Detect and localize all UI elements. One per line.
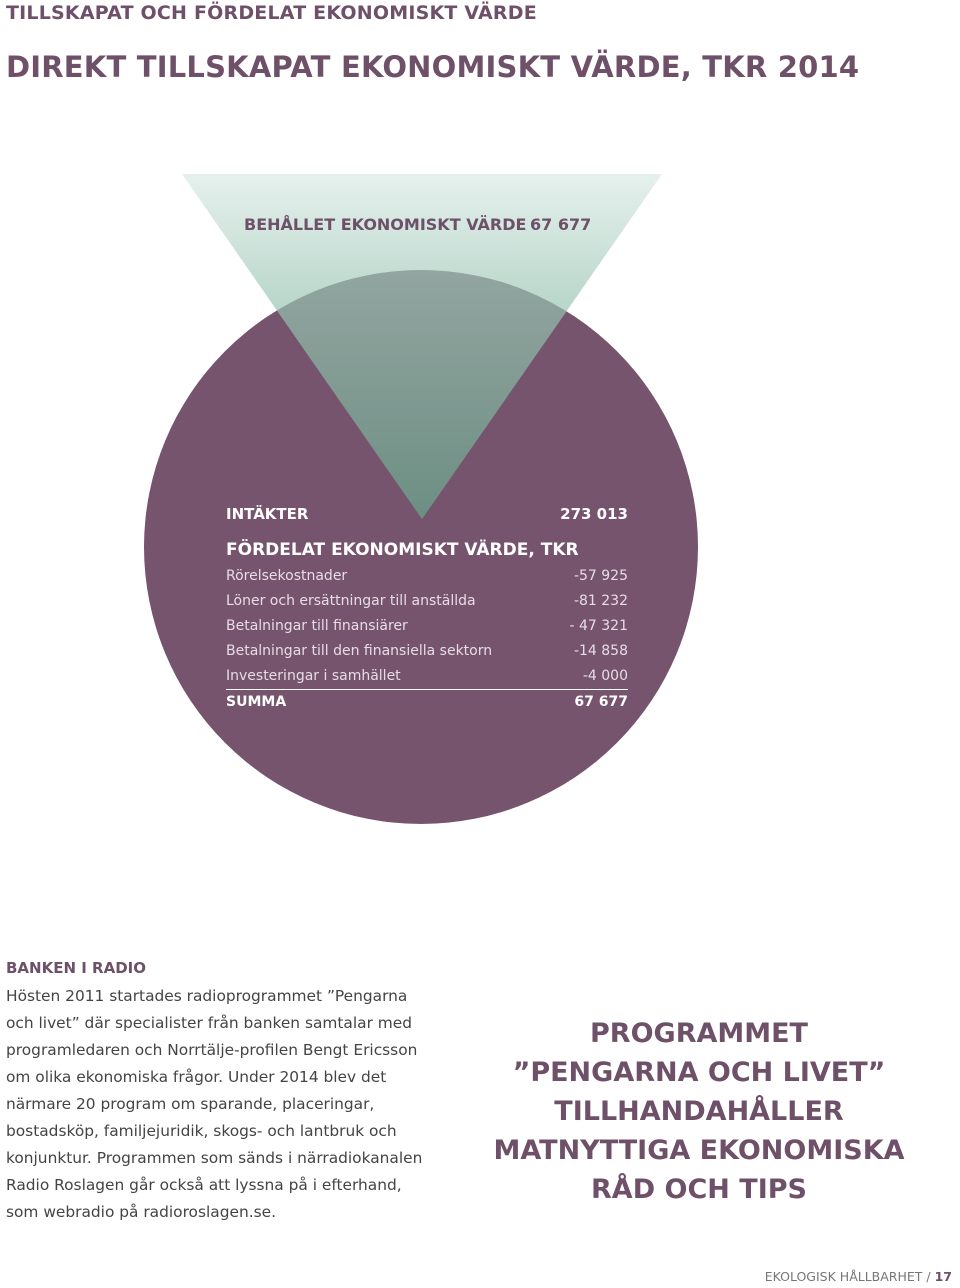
table-row <box>226 664 628 689</box>
value-table <box>226 502 628 715</box>
sum-label: SUMMA <box>226 694 287 710</box>
table-row <box>226 639 628 664</box>
distributed-heading <box>226 537 628 564</box>
page-number: 17 <box>934 1269 952 1284</box>
row-value: -81 232 <box>573 593 628 609</box>
section-header: TILLSKAPAT OCH FÖRDELAT EKONOMISKT VÄRDE <box>6 2 537 24</box>
table-row <box>226 614 628 639</box>
row-label: Betalningar till den finansiella sektorn <box>226 643 493 659</box>
page-footer <box>765 1269 952 1284</box>
article-heading: BANKEN I RADIO <box>6 959 146 977</box>
footer-section: EKOLOGISK HÅLLBARHET <box>764 1269 923 1284</box>
table-row <box>226 564 628 589</box>
income-value: 273 013 <box>560 505 628 523</box>
page-title: DIREKT TILLSKAPAT EKONOMISKT VÄRDE, TKR 2014 <box>6 50 860 84</box>
row-label: Investeringar i samhället <box>226 668 401 684</box>
article-paragraph: Hösten 2011 startades radioprogrammet ”Pengarna och livet” där specialister från banken samtalar med programledaren och Norrtälje-profilen Bengt Ericsson om olika ekonomiska frågor. Under 2014 blev det närmare 20 program om sparande, placeringar, bostadsköp, familjejuridik, skogs- och lantbruk och konjunktur. Programmen som sänds i närradiokanalen Radio Roslagen går också att lyssna på i efterhand, som webradio på radioroslagen.se. <box>6 987 423 1221</box>
row-value: -14 858 <box>573 643 628 659</box>
row-value: -57 925 <box>573 568 628 584</box>
quote-line: MATNYTTIGA EKONOMISKA <box>493 1135 905 1166</box>
distributed-heading-label: FÖRDELAT EKONOMISKT VÄRDE, TKR <box>226 540 579 560</box>
income-row <box>226 502 628 527</box>
quote-line: PROGRAMMET <box>590 1018 808 1049</box>
retained-value-label: BEHÅLLET EKONOMISKT VÄRDE <box>244 215 527 234</box>
row-label: Rörelsekostnader <box>226 568 348 584</box>
row-label: Betalningar till finansiärer <box>226 618 408 634</box>
article-body <box>6 983 438 1226</box>
row-value: - 47 321 <box>569 618 628 634</box>
quote-line: TILLHANDAHÅLLER <box>554 1096 844 1127</box>
sum-value: 67 677 <box>574 694 628 710</box>
footer-separator: / <box>922 1269 935 1284</box>
pull-quote <box>470 1014 928 1209</box>
retained-value-amount: 67 677 <box>530 215 592 234</box>
table-row <box>226 589 628 614</box>
row-value: -4 000 <box>582 668 628 684</box>
row-label: Löner och ersättningar till anställda <box>226 593 476 609</box>
quote-line: RÅD OCH TIPS <box>591 1174 807 1205</box>
income-label: INTÄKTER <box>226 505 309 523</box>
sum-row <box>226 689 628 715</box>
quote-line: ”PENGARNA OCH LIVET” <box>512 1057 886 1088</box>
